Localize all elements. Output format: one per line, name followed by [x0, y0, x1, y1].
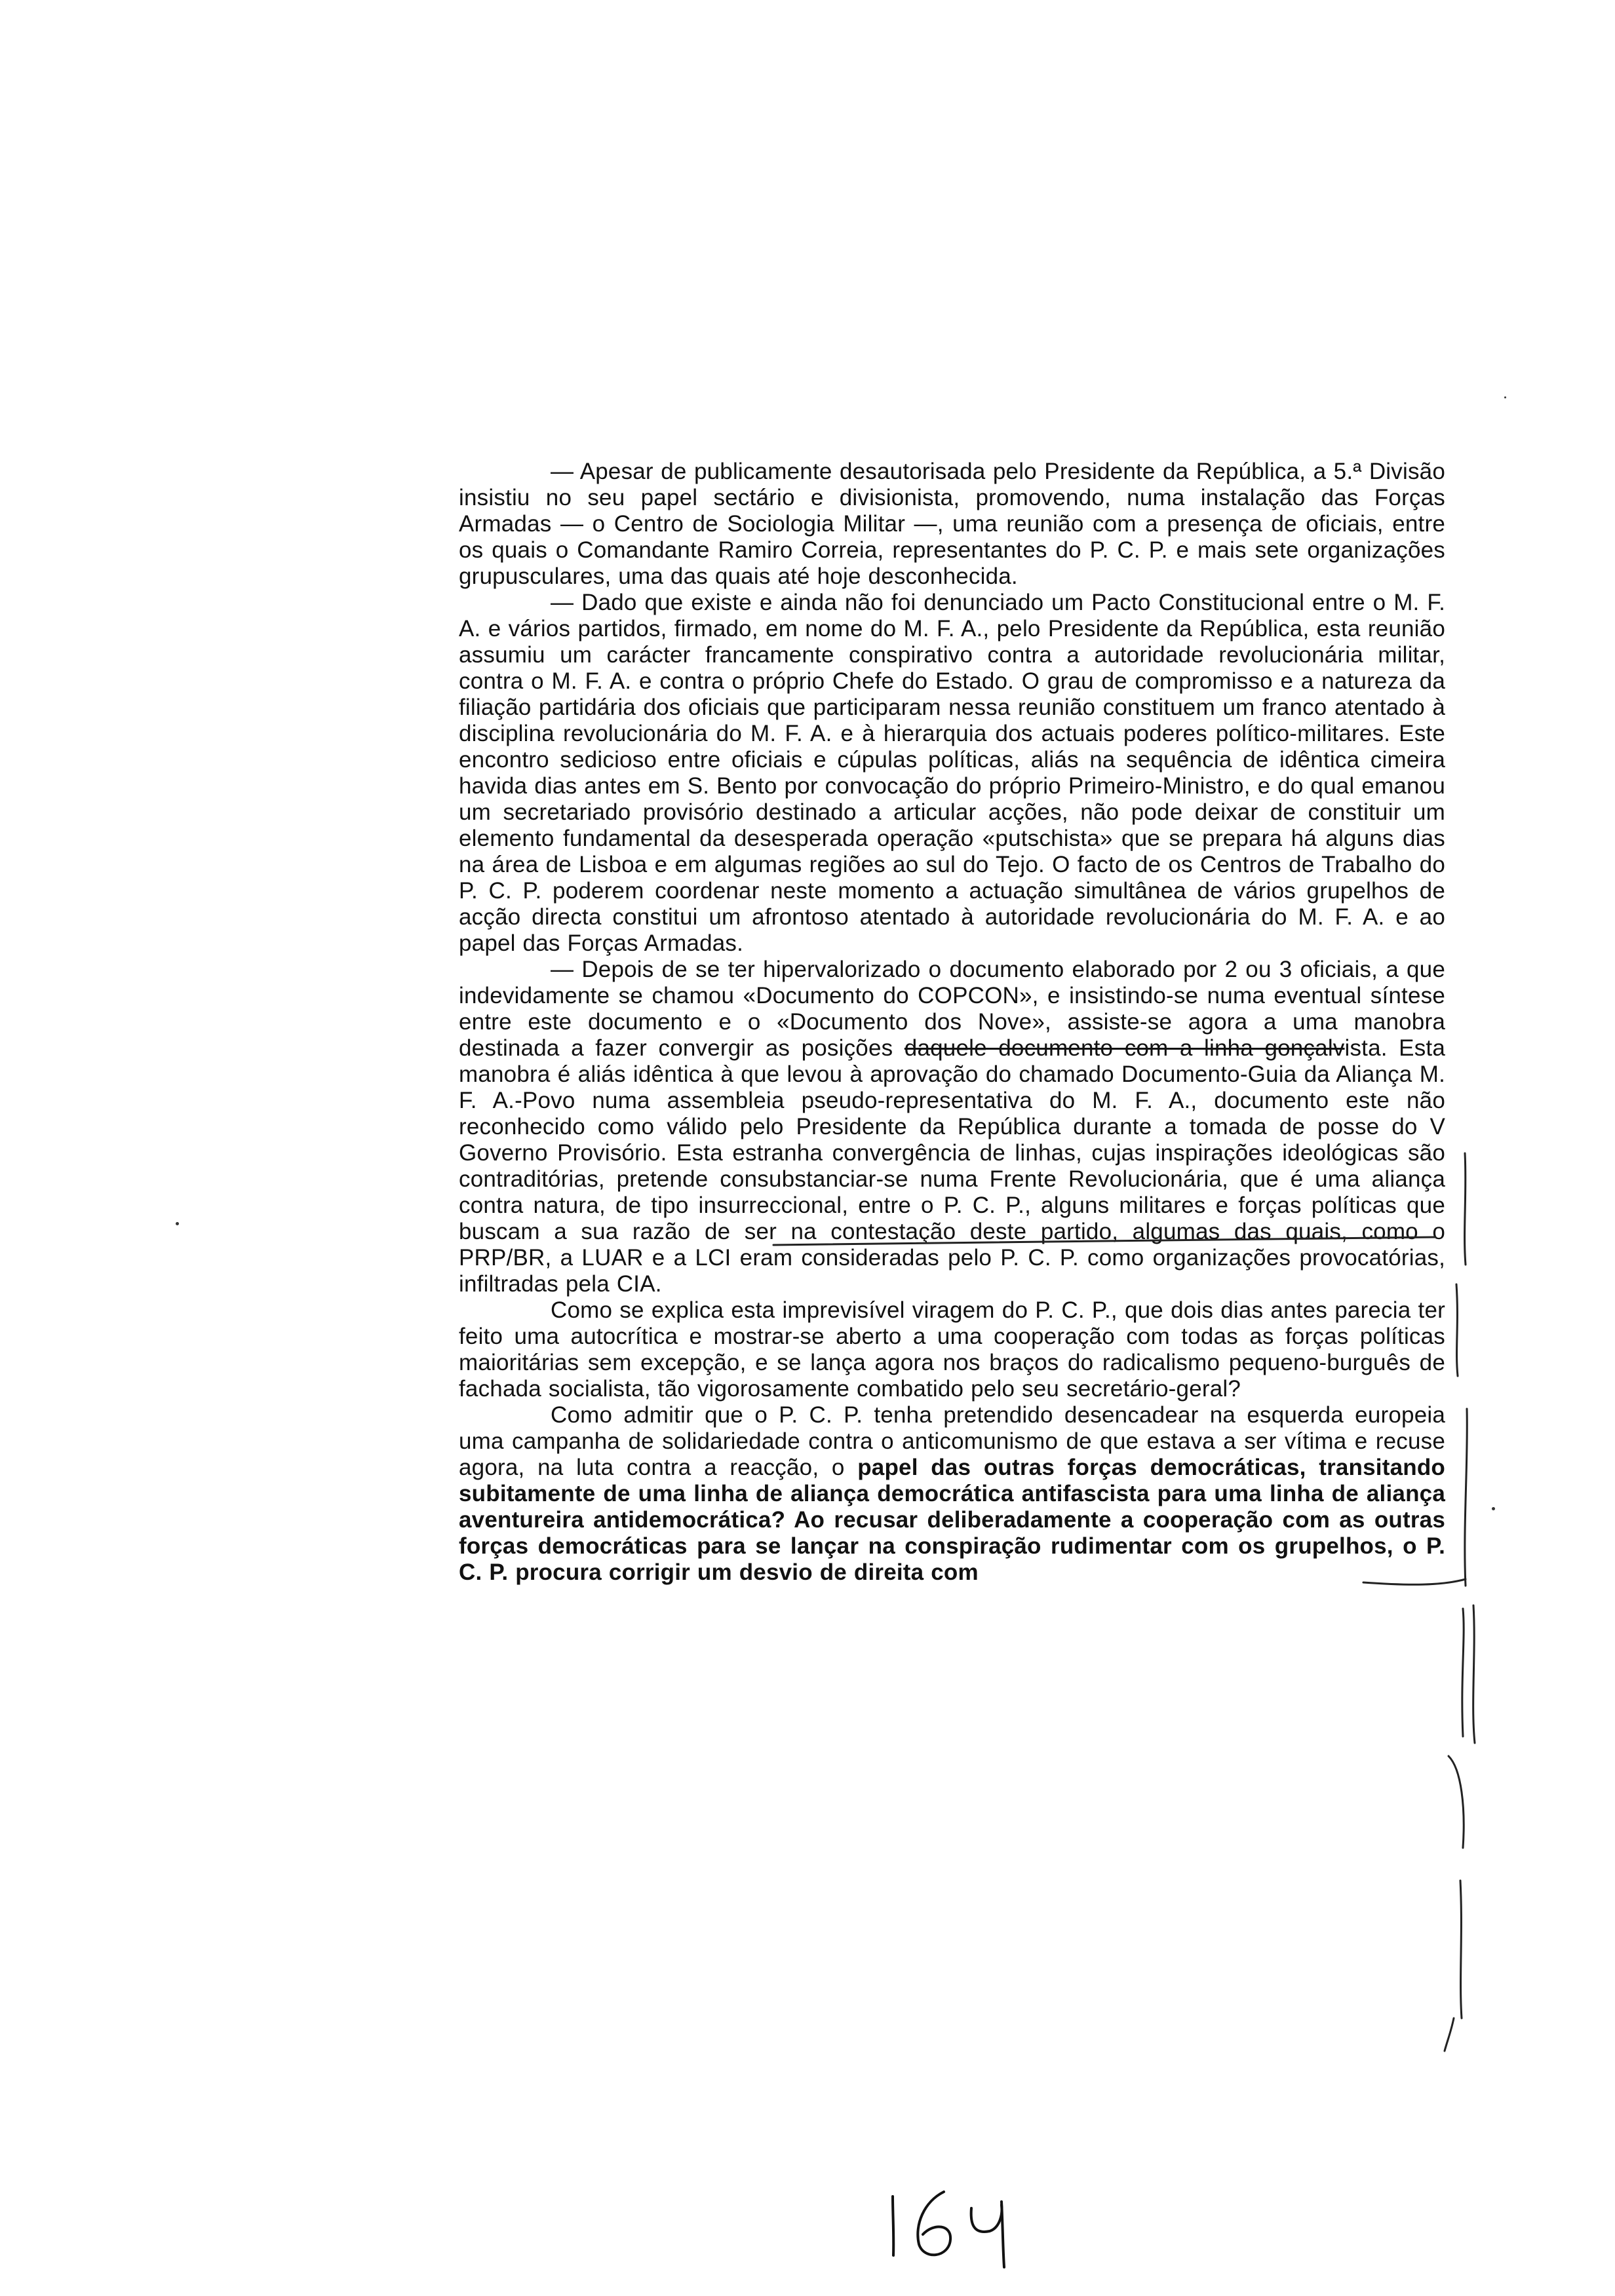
bracket-mark-7 [1449, 1756, 1464, 1848]
paragraph-2 [459, 590, 1445, 957]
paragraph-1 [459, 459, 1445, 590]
page-number [882, 2189, 1032, 2267]
bracket-mark-5 [1462, 1609, 1464, 1736]
scan-speck [1492, 1507, 1495, 1510]
paragraph-3 [459, 957, 1445, 1297]
body-text [459, 459, 1445, 1586]
bracket-mark-3 [1465, 1409, 1467, 1586]
paragraph-3-text-start: — Depois de se ter hipervalorizado o documento elaborado por 2 ou 3 oficiais, a que indevidamente se chamou «Documento do COPCON», e insistindo-se numa eventual síntese entre este documento e o «Documento dos Nove», assiste-se agora a uma manobra destinada a fazer convergir as posições [459, 957, 1445, 1061]
bracket-mark-6 [1473, 1605, 1475, 1743]
paragraph-5-bold-text: papel das outras forças democráticas, transitando subitamente de uma linha de aliança democrática antifascista para uma linha de aliança aventureira antidemocrática? Ao recusar deliberadamente a cooperação com as outras forças democráticas para se lançar na conspiração rudimentar com os grupelhos, o P. C. P. procura corrigir um desvio de direita com [459, 1455, 1445, 1585]
paragraph-5 [459, 1402, 1445, 1586]
paragraph-3-text-end: ista. Esta manobra é aliás idêntica à que levou à aprovação do chamado Documento-Guia da Aliança M. F. A.-Povo numa assembleia pseudo-representativa do M. F. A., documento este não reconhecido como válido pelo Presidente da República durante a tomada de posse do V Governo Provisório. Esta estranha convergência de linhas, cujas inspirações ideológicas são contraditórias, pretende consubstanciar-se numa Frente Revolucionária, que é uma aliança contra natura, de tipo insurreccional, entre o P. C. P., alguns militares e forças políticas que buscam a sua razão de ser na contestação deste partido, algumas das quais, como o PRP/BR, a LUAR e a LCI eram consideradas pelo P. C. P. como organizações provocatórias, infiltradas pela CIA. [459, 1035, 1446, 1297]
bracket-mark-9 [1445, 2018, 1454, 2051]
paragraph-4-text: Como se explica esta imprevisível viragem do P. C. P., que dois dias antes parecia ter feito uma autocrítica e mostrar-se aberto a uma cooperação com todas as forças políticas maioritárias sem excepção, e se lança agora nos braços do radicalismo pequeno-burguês de fachada socialista, tão vigorosamente combatido pelo seu secretário-geral? [459, 1297, 1445, 1402]
scan-speck [1504, 396, 1506, 398]
bracket-mark-1 [1465, 1153, 1466, 1265]
paragraph-4 [459, 1297, 1445, 1402]
paragraph-3-struck-text: daquele documento com a linha gonçalv [904, 1035, 1345, 1061]
bracket-mark-8 [1460, 1881, 1462, 2018]
paragraph-1-text: — Apesar de publicamente desautorisada pelo Presidente da República, a 5.ª Divisão insistiu no seu papel sectário e divisionista, promovendo, numa instalação das Forças Armadas — o Centro de Sociologia Militar —, uma reunião com a presença de oficiais, entre os quais o Comandante Ramiro Correia, representantes do P. C. P. e mais sete organizações grupusculares, uma das quais até hoje desconhecida. [459, 459, 1445, 589]
paragraph-2-text: — Dado que existe e ainda não foi denunciado um Pacto Constitucional entre o M. F. A. e vários partidos, firmado, em nome do M. F. A., pelo Presidente da República, esta reunião assumiu um carácter francamente conspirativo contra a autoridade revolucionária militar, contra o M. F. A. e contra o próprio Chefe do Estado. O grau de compromisso e a natureza da filiação partidária dos oficiais que participaram nessa reunião constituem um franco atentado à disciplina revolucionária do M. F. A. e à hierarquia dos actuais poderes político-militares. Este encontro sedicioso entre oficiais e cúpulas políticas, aliás na sequência de idêntica cimeira havida dias antes em S. Bento por convocação do próprio Primeiro-Ministro, e do qual emanou um secretariado provisório destinado a articular acções, não pode deixar de constituir um elemento fundamental da desesperada operação «putschista» que se prepara há alguns dias na área de Lisboa e em algumas regiões ao sul do Tejo. O facto de os Centros de Trabalho do P. C. P. poderem coordenar neste momento a actuação simultânea de vários grupelhos de acção directa constitui um afrontoso atentado à autoridade revolucionária do M. F. A. e ao papel das Forças Armadas. [459, 590, 1445, 956]
paragraph-5-text: Como admitir que o P. C. P. tenha pretendido desencadear na esquerda europeia uma campanha de solidariedade contra o anticomunismo de que estava a ser vítima e recuse agora, na luta contra a reacção, o [459, 1402, 1445, 1480]
bracket-mark-2 [1456, 1284, 1458, 1376]
scan-speck [176, 1222, 179, 1225]
